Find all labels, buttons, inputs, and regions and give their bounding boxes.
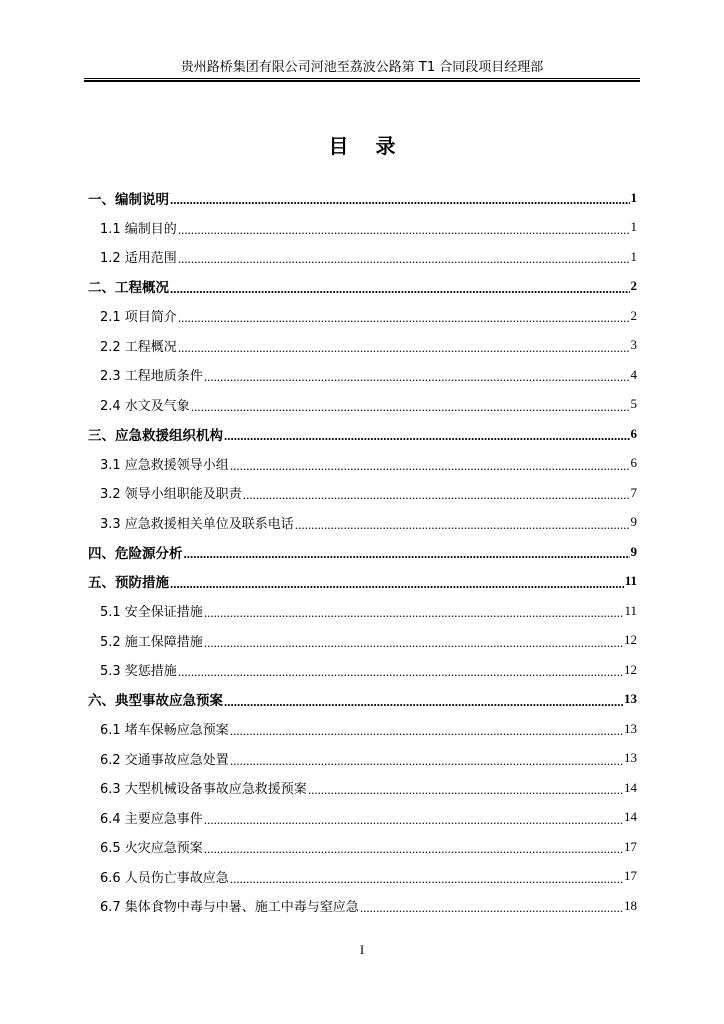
- toc-dot-leader: [178, 341, 630, 354]
- toc-entry-page: 3: [630, 337, 637, 353]
- toc-entry-subsection[interactable]: [88, 773, 637, 803]
- toc-entry-page: 12: [624, 632, 637, 648]
- page-number: I: [359, 942, 365, 957]
- toc-entry-page: 1: [630, 219, 637, 235]
- toc-dot-leader: [204, 636, 623, 649]
- toc-entry-label: 五、预防措施: [88, 571, 170, 591]
- toc-entry-label: 2.1 项目简介: [100, 306, 178, 325]
- header-divider: [84, 78, 640, 82]
- toc-dot-leader: [170, 577, 624, 590]
- toc-entry-label: 6.3 大型机械设备事故应急救援预案: [100, 778, 308, 797]
- toc-entry-page: 6: [630, 425, 637, 441]
- toc-entry-page: 1: [630, 189, 637, 205]
- toc-entry-page: 9: [630, 514, 637, 530]
- table-of-contents: [88, 183, 637, 921]
- toc-entry-subsection[interactable]: [88, 596, 637, 626]
- toc-entry-page: 9: [630, 543, 637, 559]
- toc-entry-section[interactable]: [88, 419, 637, 449]
- toc-dot-leader: [243, 488, 630, 501]
- toc-entry-label: 6.2 交通事故应急处置: [100, 749, 230, 768]
- toc-entry-subsection[interactable]: [88, 331, 637, 361]
- toc-entry-subsection[interactable]: [88, 744, 637, 774]
- toc-entry-subsection[interactable]: [88, 360, 637, 390]
- toc-entry-section[interactable]: [88, 272, 637, 302]
- toc-entry-section[interactable]: [88, 183, 637, 213]
- toc-entry-page: 13: [624, 750, 637, 766]
- toc-entry-label: 1.2 适用范围: [100, 247, 178, 266]
- toc-entry-page: 4: [630, 366, 637, 382]
- toc-entry-label: 三、应急救援组织机构: [88, 424, 224, 444]
- toc-dot-leader: [230, 724, 623, 737]
- toc-dot-leader: [204, 842, 623, 855]
- toc-entry-subsection[interactable]: [88, 213, 637, 243]
- page-header: 贵州路桥集团有限公司河池至荔波公路第 T1 合同段项目经理部: [180, 60, 544, 75]
- toc-entry-page: 11: [624, 602, 637, 618]
- toc-entry-label: 5.2 施工保障措施: [100, 631, 204, 650]
- toc-entry-subsection[interactable]: [88, 390, 637, 420]
- toc-dot-leader: [191, 400, 630, 413]
- toc-entry-subsection[interactable]: [88, 626, 637, 656]
- toc-entry-subsection[interactable]: [88, 803, 637, 833]
- toc-entry-page: 1: [630, 248, 637, 264]
- toc-entry-subsection[interactable]: [88, 301, 637, 331]
- toc-entry-label: 3.3 应急救援相关单位及联系电话: [100, 513, 295, 532]
- toc-entry-label: 四、危险源分析: [88, 542, 184, 562]
- toc-dot-leader: [178, 252, 630, 265]
- toc-dot-leader: [224, 429, 630, 442]
- toc-entry-label: 6.4 主要应急事件: [100, 808, 204, 827]
- toc-entry-page: 7: [630, 484, 637, 500]
- toc-entry-page: 18: [624, 897, 637, 913]
- toc-dot-leader: [178, 665, 623, 678]
- toc-entry-label: 5.3 奖惩措施: [100, 660, 178, 679]
- toc-dot-leader: [230, 872, 623, 885]
- toc-dot-leader: [360, 901, 623, 914]
- toc-entry-label: 6.5 火灾应急预案: [100, 837, 204, 856]
- toc-entry-page: 17: [624, 838, 637, 854]
- toc-dot-leader: [178, 311, 630, 324]
- toc-dot-leader: [230, 754, 623, 767]
- toc-dot-leader: [170, 193, 630, 206]
- toc-entry-label: 2.3 工程地质条件: [100, 365, 204, 384]
- toc-entry-page: 14: [624, 779, 637, 795]
- toc-entry-label: 6.1 堵车保畅应急预案: [100, 719, 230, 738]
- toc-entry-label: 2.2 工程概况: [100, 336, 178, 355]
- toc-dot-leader: [204, 370, 630, 383]
- toc-entry-subsection[interactable]: [88, 478, 637, 508]
- toc-entry-label: 二、工程概况: [88, 276, 170, 296]
- toc-dot-leader: [170, 282, 630, 295]
- toc-entry-section[interactable]: [88, 567, 637, 597]
- toc-entry-page: 17: [624, 868, 637, 884]
- toc-entry-label: 3.2 领导小组职能及职责: [100, 483, 243, 502]
- toc-entry-subsection[interactable]: [88, 242, 637, 272]
- toc-entry-page: 2: [630, 307, 637, 323]
- toc-entry-label: 2.4 水文及气象: [100, 395, 191, 414]
- toc-dot-leader: [295, 518, 630, 531]
- toc-entry-subsection[interactable]: [88, 655, 637, 685]
- toc-entry-subsection[interactable]: [88, 508, 637, 538]
- toc-entry-page: 11: [624, 573, 637, 589]
- toc-dot-leader: [204, 813, 623, 826]
- toc-entry-label: 6.7 集体食物中毒与中暑、施工中毒与窒应急: [100, 896, 360, 915]
- toc-title: 目 录: [328, 134, 406, 158]
- toc-entry-page: 5: [630, 396, 637, 412]
- toc-entry-section[interactable]: [88, 537, 637, 567]
- toc-entry-label: 六、典型事故应急预案: [88, 689, 224, 709]
- toc-entry-page: 13: [624, 720, 637, 736]
- toc-entry-subsection[interactable]: [88, 891, 637, 921]
- toc-dot-leader: [178, 223, 630, 236]
- toc-entry-label: 一、编制说明: [88, 188, 170, 208]
- toc-entry-label: 3.1 应急救援领导小组: [100, 454, 230, 473]
- toc-entry-subsection[interactable]: [88, 832, 637, 862]
- toc-entry-subsection[interactable]: [88, 862, 637, 892]
- toc-entry-subsection[interactable]: [88, 714, 637, 744]
- toc-entry-label: 5.1 安全保证措施: [100, 601, 204, 620]
- toc-entry-subsection[interactable]: [88, 449, 637, 479]
- toc-entry-page: 2: [630, 278, 637, 294]
- toc-dot-leader: [224, 695, 623, 708]
- toc-entry-page: 13: [624, 691, 637, 707]
- toc-dot-leader: [308, 783, 623, 796]
- toc-dot-leader: [230, 459, 630, 472]
- toc-dot-leader: [204, 606, 624, 619]
- toc-entry-section[interactable]: [88, 685, 637, 715]
- toc-entry-label: 1.1 编制目的: [100, 218, 178, 237]
- toc-entry-page: 12: [624, 661, 637, 677]
- toc-dot-leader: [184, 547, 630, 560]
- toc-entry-page: 14: [624, 809, 637, 825]
- toc-entry-label: 6.6 人员伤亡事故应急: [100, 867, 230, 886]
- toc-entry-page: 6: [630, 455, 637, 471]
